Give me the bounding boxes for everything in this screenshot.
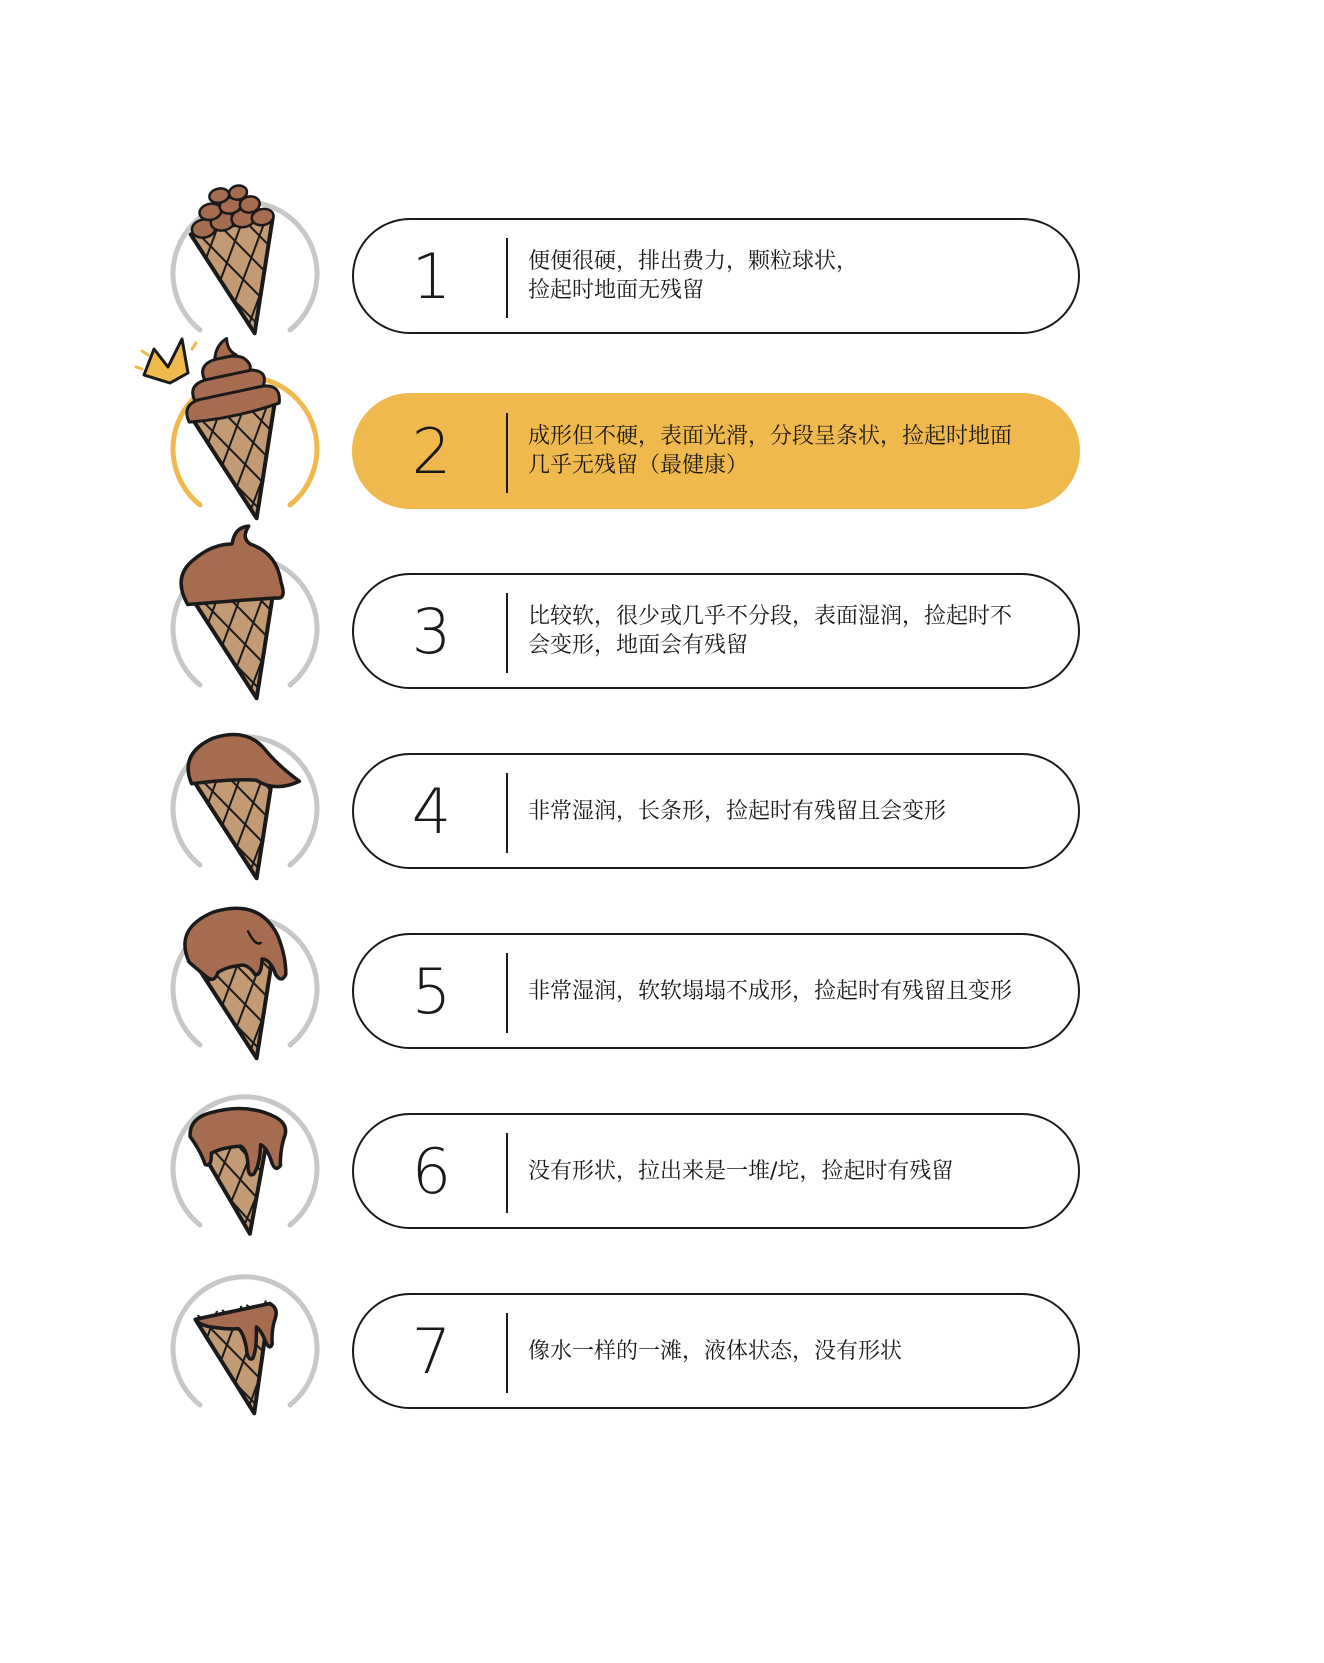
level-number: 2 [411, 414, 452, 488]
level-row-1 [0, 180, 1324, 370]
level-description: 比较软，很少或几乎不分段，表面湿润，捡起时不 会变形，地面会有残留 [528, 604, 1013, 658]
level-number: 1 [411, 239, 452, 313]
level-card-1 [352, 218, 1080, 334]
divider [506, 773, 508, 853]
level-row-2 [0, 355, 1324, 545]
level-card-6 [352, 1113, 1080, 1229]
level-description: 像水一样的一滩，液体状态，没有形状 [528, 1338, 903, 1364]
level-card-7 [352, 1293, 1080, 1409]
level-row-6 [0, 1075, 1324, 1265]
hard-pellets-cone-icon [140, 180, 340, 370]
level-number: 7 [411, 1314, 452, 1388]
divider [506, 953, 508, 1033]
level-number: 6 [411, 1134, 452, 1208]
healthy-swirl-cone-icon [140, 355, 340, 545]
level-row-3 [0, 535, 1324, 725]
shapeless-pile-cone-icon [140, 1075, 340, 1265]
level-row-4 [0, 715, 1324, 905]
divider [506, 238, 508, 318]
level-row-7 [0, 1255, 1324, 1445]
level-card-2 [352, 393, 1080, 509]
level-number: 3 [411, 594, 452, 668]
divider [506, 1133, 508, 1213]
level-description: 非常湿润，长条形，捡起时有残留且会变形 [528, 798, 947, 824]
level-description: 非常湿润，软软塌塌不成形，捡起时有残留且变形 [528, 978, 1013, 1004]
level-number: 4 [411, 774, 452, 848]
level-row-5 [0, 895, 1324, 1085]
level-description: 成形但不硬，表面光滑，分段呈条状，捡起时地面 几乎无残留（最健康） [528, 424, 1013, 478]
divider [506, 593, 508, 673]
soft-mound-cone-icon [140, 535, 340, 725]
level-card-3 [352, 573, 1080, 689]
level-description: 没有形状，拉出来是一堆/坨，捡起时有残留 [528, 1158, 954, 1184]
wet-cap-cone-icon [140, 715, 340, 905]
level-card-4 [352, 753, 1080, 869]
divider [506, 1313, 508, 1393]
level-description: 便便很硬，排出费力，颗粒球状， 捡起时地面无残留 [528, 249, 859, 303]
mushy-drip-cone-icon [140, 895, 340, 1085]
level-card-5 [352, 933, 1080, 1049]
divider [506, 413, 508, 493]
level-number: 5 [411, 954, 452, 1028]
watery-puddle-cone-icon [140, 1255, 340, 1445]
